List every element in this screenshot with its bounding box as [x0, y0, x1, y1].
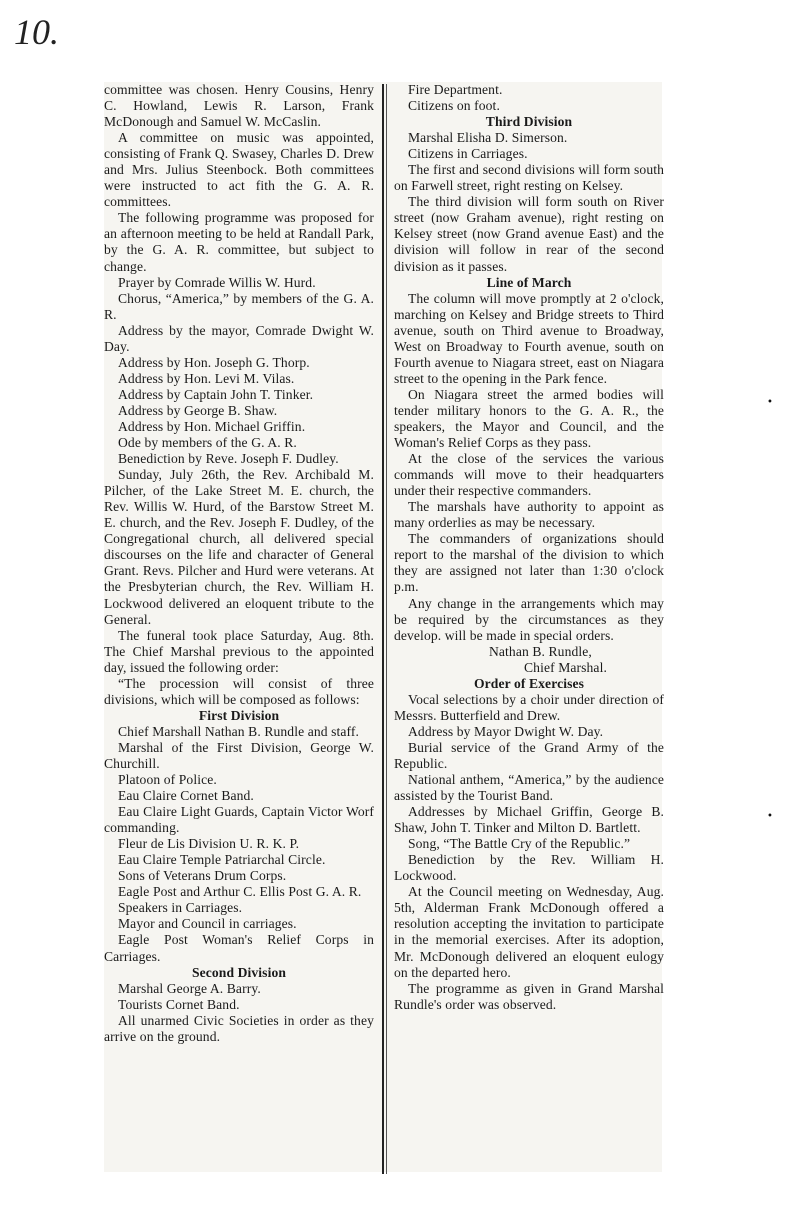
paragraph: Tourists Cornet Band.	[118, 996, 240, 1012]
paragraph: Fleur de Lis Division U. R. K. P.	[118, 836, 300, 852]
paragraph: Address by Hon. Levi M. Vilas.	[118, 370, 295, 386]
section-heading: Line of March	[486, 274, 572, 290]
paragraph: The first and second divisions will form south on Farwell street, right resting on Kelsey.	[394, 162, 664, 194]
paragraph: Address by the mayor, Comrade Dwight W. Day.	[104, 322, 374, 354]
paragraph: Addresses by Michael Griffin, George B. Shaw, John T. Tinker and Milton D. Bartlett.	[394, 804, 664, 836]
paragraph: All unarmed Civic Societies in order as they arrive on the ground.	[104, 1012, 374, 1044]
section-heading: Third Division	[485, 114, 573, 130]
paragraph: Ode by members of the G. A. R.	[118, 435, 297, 451]
right-column	[394, 82, 664, 1013]
paragraph: A committee on music was appointed, consisting of Frank Q. Swasey, Charles D. Drew and Mrs. Julius Steenbock. Both committees were instructed to act fith the G. A. R. committees.	[104, 130, 374, 210]
column-divider	[382, 84, 384, 1174]
section-heading: Second Division	[191, 964, 287, 980]
paragraph: At the Council meeting on Wednesday, Aug. 5th, Alderman Frank McDonough offered a resolution accepting the invitation to participate in the memorial exercises. After its adoption, Mr. McDonough delivered an eloquent eulogy on the departed hero.	[394, 884, 664, 980]
paragraph: Any change in the arrangements which may be required by the circumstances as they develop. will be made in special orders.	[394, 595, 664, 643]
section-heading: Order of Exercises	[473, 675, 585, 691]
paragraph: The following programme was proposed for an afternoon meeting to be held at Randall Park, by the G. A. R. committee, but subject to change.	[104, 210, 374, 274]
paragraph: Address by Hon. Joseph G. Thorp.	[118, 354, 310, 370]
paragraph: The programme as given in Grand Marshal Rundle's order was observed.	[394, 980, 664, 1012]
paragraph: Citizens in Carriages.	[408, 146, 528, 162]
paragraph: The marshals have authority to appoint as many orderlies as may be necessary.	[394, 499, 664, 531]
paragraph: Vocal selections by a choir under direction of Messrs. Butterfield and Drew.	[394, 691, 664, 723]
paragraph: Sunday, July 26th, the Rev. Archibald M. Pilcher, of the Lake Street M. E. church, the Rev. Willis W. Hurd, of the Barstow Street M. E. church, and the Rev. Joseph F. Dudley, of the Congregational church, all delivered special discourses on the life and character of General Grant. Revs. Pilcher and Hurd were veterans. At the Presbyterian church, the Rev. William H. Lockwood delivered an eloquent tribute to the General.	[104, 467, 374, 627]
paragraph: Prayer by Comrade Willis W. Hurd.	[118, 274, 316, 290]
paragraph: The column will move promptly at 2 o'clock, marching on Kelsey and Bridge streets to Third avenue, south on Third avenue to Broadway, West on Broadway to Fourth avenue, south on Fourth avenue to Niagara street, east on Niagara street to the opening in the Park fence.	[394, 290, 664, 386]
paragraph: Eagle Post Woman's Relief Corps in Carriages.	[104, 932, 374, 964]
paragraph: The commanders of organizations should report to the marshal of the division to which they are assigned not later than 1:30 o'clock p.m.	[394, 531, 664, 595]
edge-mark: •	[767, 811, 773, 822]
paragraph: Benediction by the Rev. William H. Lockwood.	[394, 852, 664, 884]
paragraph: “The procession will consist of three divisions, which will be composed as follows:	[104, 675, 374, 707]
paragraph: Chorus, “America,” by members of the G. A. R.	[104, 290, 374, 322]
edge-mark: •	[767, 397, 773, 408]
paragraph: The third division will form south on River street (now Graham avenue), right resting on Kelsey street (now Grand avenue East) and the division will follow in rear of the second division as it passes.	[394, 194, 664, 274]
paragraph: Address by Mayor Dwight W. Day.	[408, 723, 604, 739]
paragraph: Fire Department.	[408, 82, 503, 97]
paragraph: Address by Captain John T. Tinker.	[118, 386, 314, 402]
page-number: 10.	[14, 12, 59, 52]
paragraph: Eau Claire Temple Patriarchal Circle.	[118, 852, 326, 868]
signature-name: Nathan B. Rundle,	[489, 643, 592, 659]
paragraph: Song, “The Battle Cry of the Republic.”	[408, 836, 631, 852]
paragraph: Benediction by Reve. Joseph F. Dudley.	[118, 451, 339, 467]
paragraph: Burial service of the Grand Army of the Republic.	[394, 739, 664, 771]
paragraph: Chief Marshall Nathan B. Rundle and staff.	[118, 723, 360, 739]
paragraph: Marshal of the First Division, George W. Churchill.	[104, 739, 374, 771]
paragraph: Address by Hon. Michael Griffin.	[118, 418, 306, 434]
paragraph: Eau Claire Cornet Band.	[118, 788, 254, 804]
paragraph: At the close of the services the various commands will move to their headquarters under their respective commanders.	[394, 451, 664, 499]
paragraph: Mayor and Council in carriages.	[118, 916, 297, 932]
paragraph: Eagle Post and Arthur C. Ellis Post G. A. R.	[118, 884, 362, 900]
paragraph: Marshal George A. Barry.	[118, 980, 261, 996]
column-divider-inner	[386, 84, 387, 1174]
paragraph: National anthem, “America,” by the audience assisted by the Tourist Band.	[394, 772, 664, 804]
left-column	[104, 82, 374, 1045]
paragraph: Citizens on foot.	[408, 98, 500, 114]
signature-title: Chief Marshal.	[524, 659, 607, 675]
paragraph: Marshal Elisha D. Simerson.	[408, 130, 568, 146]
paragraph: On Niagara street the armed bodies will tender military honors to the G. A. R., the speakers, the Mayor and Council, and the Woman's Relief Corps as they pass.	[394, 386, 664, 451]
paragraph: The funeral took place Saturday, Aug. 8th. The Chief Marshal previous to the appointed day, issued the following order:	[104, 627, 374, 675]
paragraph: Speakers in Carriages.	[118, 900, 243, 916]
paragraph: committee was chosen. Henry Cousins, Henry C. Howland, Lewis R. Larson, Frank McDonough and Samuel W. McCaslin.	[104, 82, 374, 130]
paragraph: Sons of Veterans Drum Corps.	[118, 868, 287, 884]
paragraph: Eau Claire Light Guards, Captain Victor Worf commanding.	[104, 804, 374, 836]
paragraph: Platoon of Police.	[118, 772, 217, 788]
section-heading: First Division	[198, 707, 280, 723]
paragraph: Address by George B. Shaw.	[118, 402, 278, 418]
